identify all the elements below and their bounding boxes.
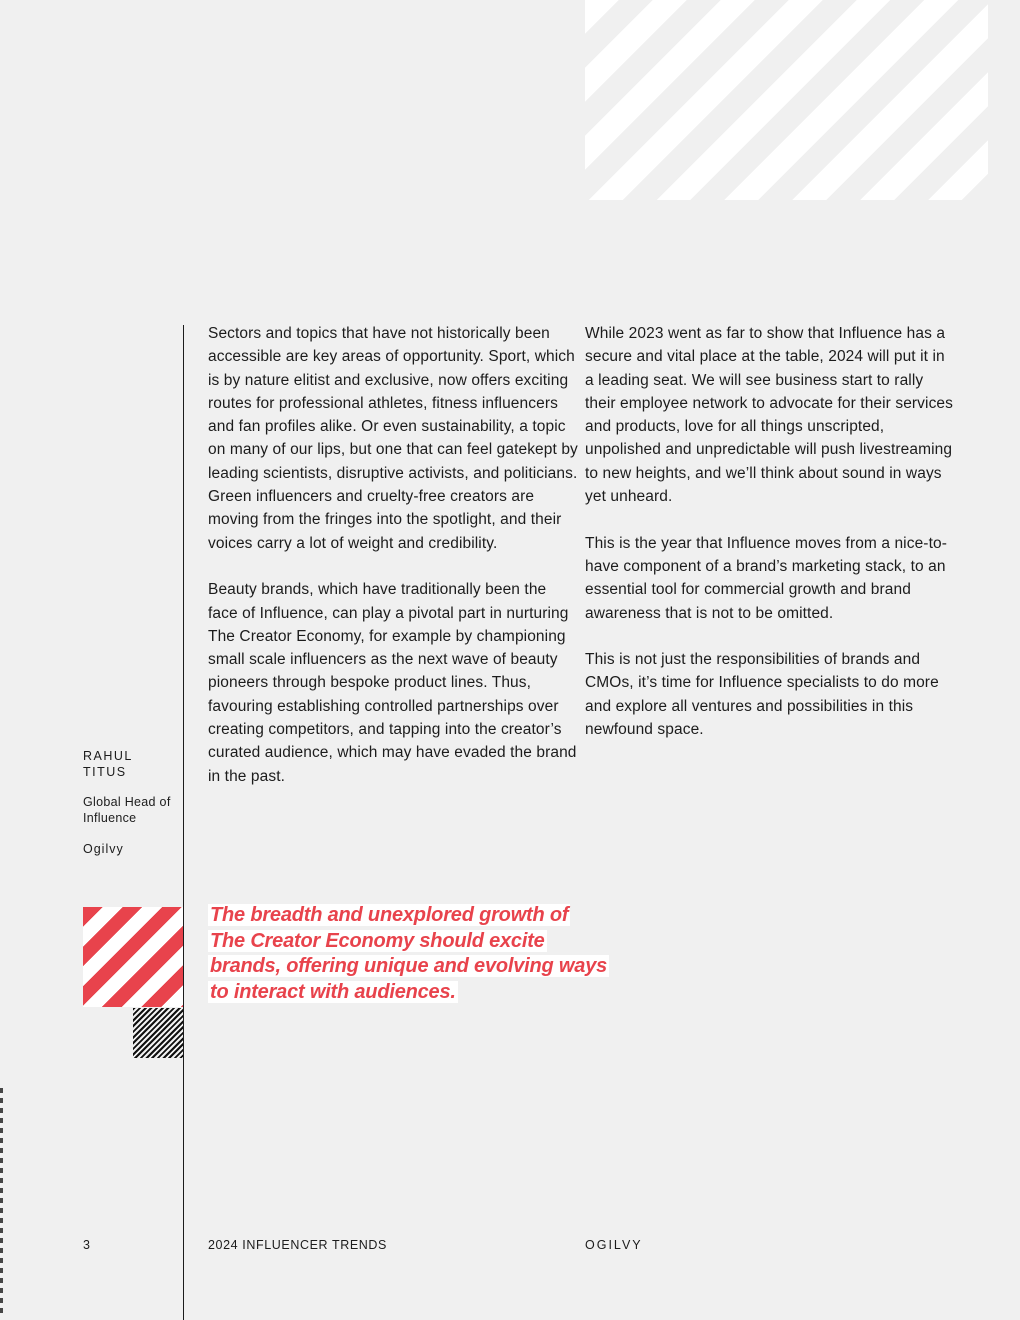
author-organization: Ogilvy [83, 842, 124, 856]
black-hatch-graphic [133, 1008, 183, 1058]
vertical-divider [183, 325, 184, 1320]
author-name: RAHUL TITUS [83, 749, 133, 779]
document-title: 2024 INFLUENCER TRENDS [208, 1238, 387, 1252]
body-paragraph: While 2023 went as far to show that Influence has a secure and vital place at the table, 2024 will put it in a leading seat. We will see business start to rally their employee network to advocate for their services and products, love for all things unscripted, unpolished and unpredictable will push livestreaming to new heights, and we’ll think about sound in ways yet unheard. [585, 325, 953, 506]
edge-dashed-line [0, 1088, 3, 1318]
red-stripe-graphic [83, 907, 183, 1007]
pull-quote-text: The breadth and unexplored growth of The Creator Economy should excite brands, offering unique and evolving ways to interact with audiences. [210, 904, 608, 1003]
body-paragraph: This is the year that Influence moves from a nice-to-have component of a brand’s marketing stack, to an essential tool for commercial growth and brand awareness that is not to be omitted. [585, 534, 947, 622]
body-paragraph: Beauty brands, which have traditionally been the face of Influence, can play a pivotal part in nurturing The Creator Economy, for example by championing small scale influencers as the next wave of beauty pioneers through bespoke product lines. Thus, favouring establishing controlled partnerships over creating competitors, and tapping into the creator’s curated audience, which may have evaded the brand in the past. [208, 581, 577, 785]
body-paragraph: This is not just the responsibilities of brands and CMOs, it’s time for Influence specialists to do more and explore all ventures and possibilities in this newfound space. [585, 651, 939, 739]
author-role: Global Head of Influence [83, 795, 171, 825]
body-paragraph: Sectors and topics that have not historically been accessible are key areas of opportunity. Sport, which is by nature elitist and exclusive, now offers exciting routes for professional athletes, fitness influencers and fan profiles alike. Or even sustainability, a topic on many of our lips, but one that can feel gatekept by leading scientists, disruptive activists, and politicians. Green influencers and cruelty-free creators are moving from the fringes into the spotlight, and their voices carry a lot of weight and credibility. [208, 325, 578, 552]
pull-quote [208, 903, 608, 1005]
right-text-column [585, 322, 955, 765]
decorative-stripe-pattern [585, 0, 988, 200]
left-text-column [208, 322, 578, 811]
brand-name: OGILVY [585, 1238, 643, 1252]
page-number: 3 [83, 1238, 91, 1252]
